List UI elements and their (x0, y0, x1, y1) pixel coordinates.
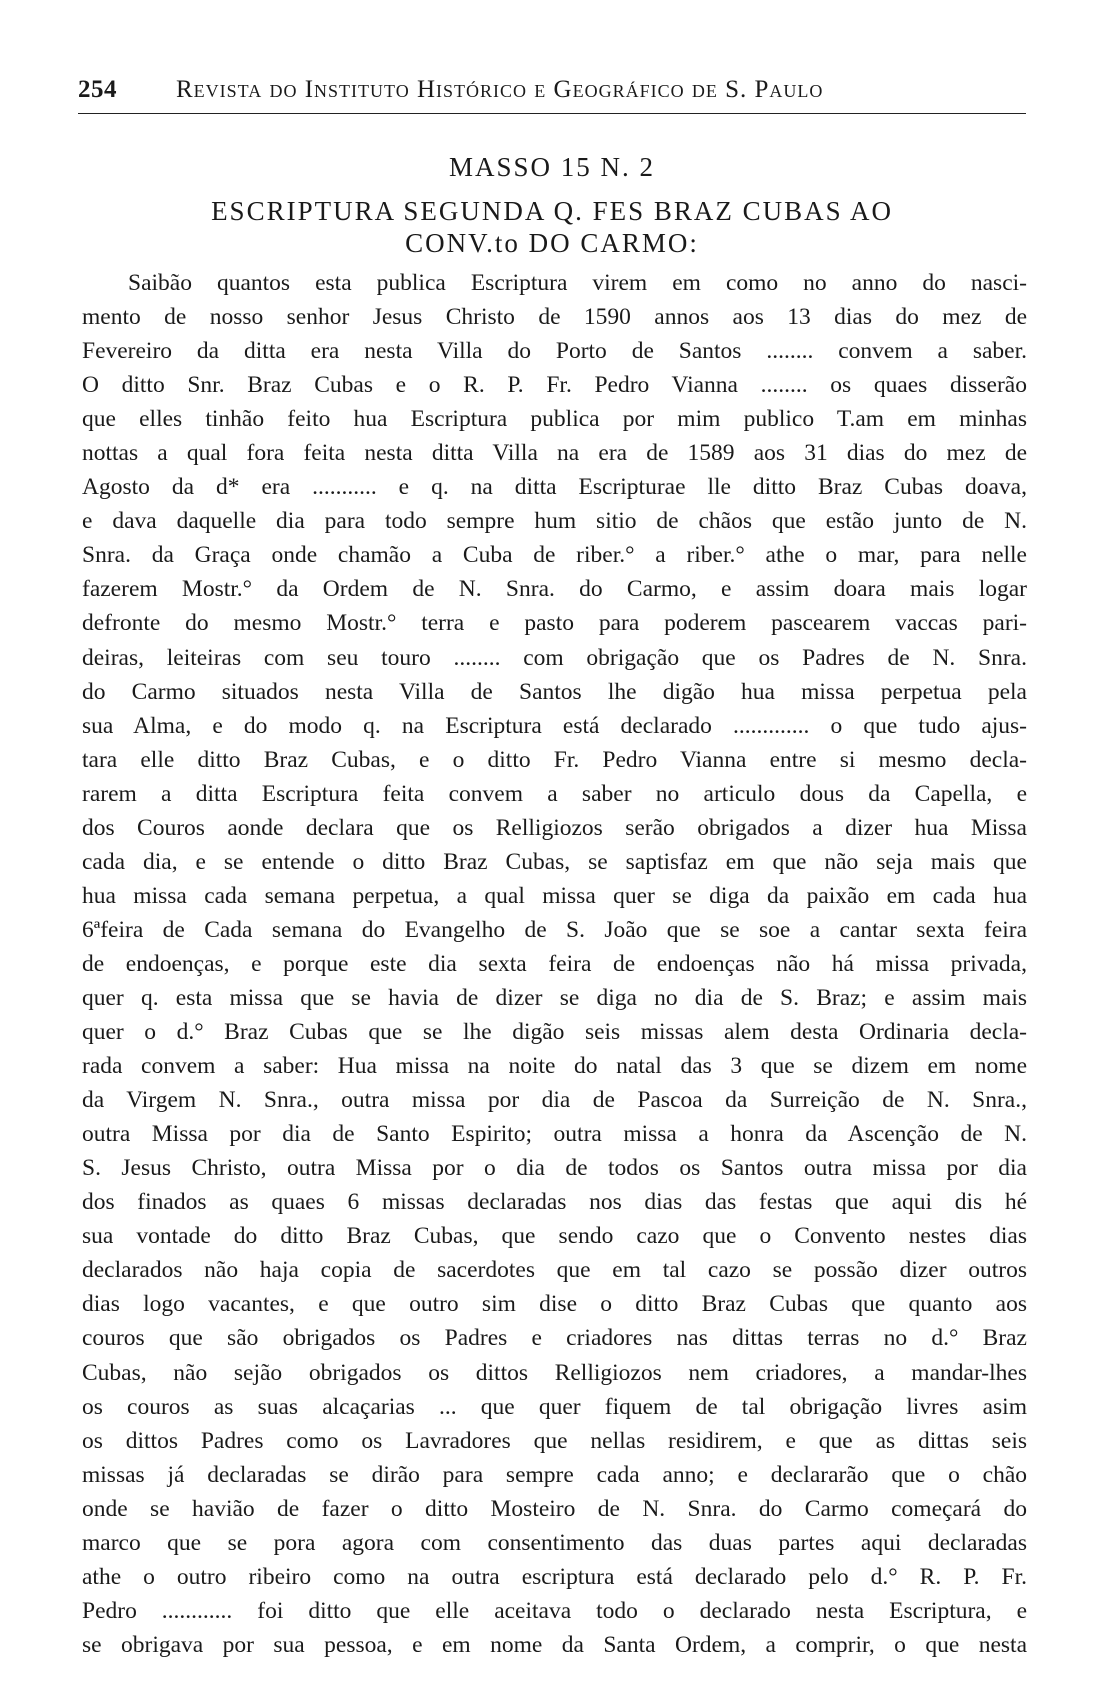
text-line: de endoenças, e porque este dia sexta feira de endoenças não há missa privada, (82, 950, 1027, 977)
text-line: declarados não haja copia de sacerdotes que em tal cazo se possão dizer outros (82, 1257, 1027, 1284)
text-line: 6ªfeira de Cada semana do Evangelho de S. João que se soe a cantar sexta feira (82, 916, 1027, 943)
text-line: missas já declaradas se dirão para sempre cada anno; e declararão que o chão (82, 1461, 1027, 1488)
text-line: nottas a qual fora feita nesta ditta Villa na era de 1589 aos 31 dias do mez de (82, 440, 1027, 467)
text-line: se obrigava por sua pessoa, e em nome da Santa Ordem, a comprir, o que nesta (82, 1631, 1027, 1658)
text-line: outra Missa por dia de Santo Espirito; outra missa a honra da Ascenção de N. (82, 1121, 1027, 1148)
text-line: S. Jesus Christo, outra Missa por o dia de todos os Santos outra missa por dia (82, 1155, 1027, 1182)
text-line: rada convem a saber: Hua missa na noite do natal das 3 que se dizem em nome (82, 1053, 1027, 1080)
text-line: e dava daquelle dia para todo sempre hum sitio de chãos que estão junto de N. (82, 508, 1027, 535)
text-line: os dittos Padres como os Lavradores que nellas residirem, e que as dittas seis (82, 1427, 1027, 1454)
running-title: Revista do Instituto Histórico e Geográfico de S. Paulo (176, 76, 824, 103)
text-line: Snra. da Graça onde chamão a Cuba de riber.° a riber.° athe o mar, para nelle (82, 542, 1027, 569)
header-rule (78, 113, 1026, 114)
text-line: sua vontade do ditto Braz Cubas, que sendo cazo que o Convento nestes dias (82, 1223, 1027, 1250)
page-header (78, 72, 1026, 112)
text-line: dias logo vacantes, e que outro sim dise o ditto Braz Cubas que quanto aos (82, 1291, 1027, 1318)
text-line: hua missa cada semana perpetua, a qual missa quer se diga da paixão em cada hua (82, 882, 1027, 909)
text-line: onde se havião de fazer o ditto Mosteiro de N. Snra. do Carmo começará do (82, 1495, 1027, 1522)
text-line: que elles tinhão feito hua Escriptura publica por mim publico T.am em minhas (82, 406, 1027, 433)
text-line: sua Alma, e do modo q. na Escriptura está declarado ............. o que tudo ajus- (82, 712, 1027, 739)
text-line: dos Couros aonde declara que os Relligiozos serão obrigados a dizer hua Missa (82, 814, 1027, 841)
page-number: 254 (78, 76, 117, 103)
text-line: athe o outro ribeiro como na outra escriptura está declarado pelo d.° R. P. Fr. (82, 1563, 1027, 1590)
text-line: Saibão quantos esta publica Escriptura virem em como no anno do nasci- (128, 270, 1027, 296)
text-line: couros que são obrigados os Padres e criadores nas dittas terras no d.° Braz (82, 1325, 1027, 1352)
text-line: rarem a ditta Escriptura feita convem a saber no articulo dous da Capella, e (82, 780, 1027, 807)
text-line: do Carmo situados nesta Villa de Santos lhe digão hua missa perpetua pela (82, 678, 1027, 705)
text-line: marco que se pora agora com consentimento das duas partes aqui declaradas (82, 1529, 1027, 1556)
text-line: defronte do mesmo Mostr.° terra e pasto para poderem pascearem vaccas pari- (82, 610, 1027, 637)
text-line: Cubas, não sejão obrigados os dittos Relligiozos nem criadores, a mandar-lhes (82, 1359, 1027, 1386)
text-line: mento de nosso senhor Jesus Christo de 1590 annos aos 13 dias do mez de (82, 304, 1027, 331)
text-line: fazerem Mostr.° da Ordem de N. Snra. do Carmo, e assim doara mais logar (82, 576, 1027, 603)
text-line: O ditto Snr. Braz Cubas e o R. P. Fr. Pedro Vianna ........ os quaes disserão (82, 372, 1027, 399)
text-line: Agosto da d* era ........... e q. na ditta Escripturae lle ditto Braz Cubas doava, (82, 474, 1027, 501)
text-line: dos finados as quaes 6 missas declaradas nos dias das festas que aqui dis hé (82, 1189, 1027, 1216)
document-title-line-3: CONV.to DO CARMO: (405, 228, 699, 258)
text-line: deiras, leiteiras com seu touro ........ com obrigação que os Padres de N. Snra. (82, 644, 1027, 671)
text-line: tara elle ditto Braz Cubas, e o ditto Fr. Pedro Vianna entre si mesmo decla- (82, 746, 1027, 773)
text-line: os couros as suas alcaçarias ... que quer fiquem de tal obrigação livres asim (82, 1393, 1027, 1420)
text-line: Pedro ............ foi ditto que elle aceitava todo o declarado nesta Escriptura, e (82, 1597, 1027, 1624)
text-line: quer o d.° Braz Cubas que se lhe digão seis missas alem desta Ordinaria decla- (82, 1019, 1027, 1046)
text-line: cada dia, e se entende o ditto Braz Cubas, se saptisfaz em que não seja mais que (82, 848, 1027, 875)
document-title-line-2: ESCRIPTURA SEGUNDA Q. FES BRAZ CUBAS AO (211, 196, 893, 226)
body-text (82, 266, 1027, 1662)
text-line: Fevereiro da ditta era nesta Villa do Porto de Santos ........ convem a saber. (82, 338, 1027, 365)
text-line: quer q. esta missa que se havia de dizer se diga no dia de S. Braz; e assim mais (82, 984, 1027, 1011)
document-title-line-1: MASSO 15 N. 2 (448, 152, 656, 182)
text-line: da Virgem N. Snra., outra missa por dia de Pascoa da Surreição de N. Snra., (82, 1087, 1027, 1114)
